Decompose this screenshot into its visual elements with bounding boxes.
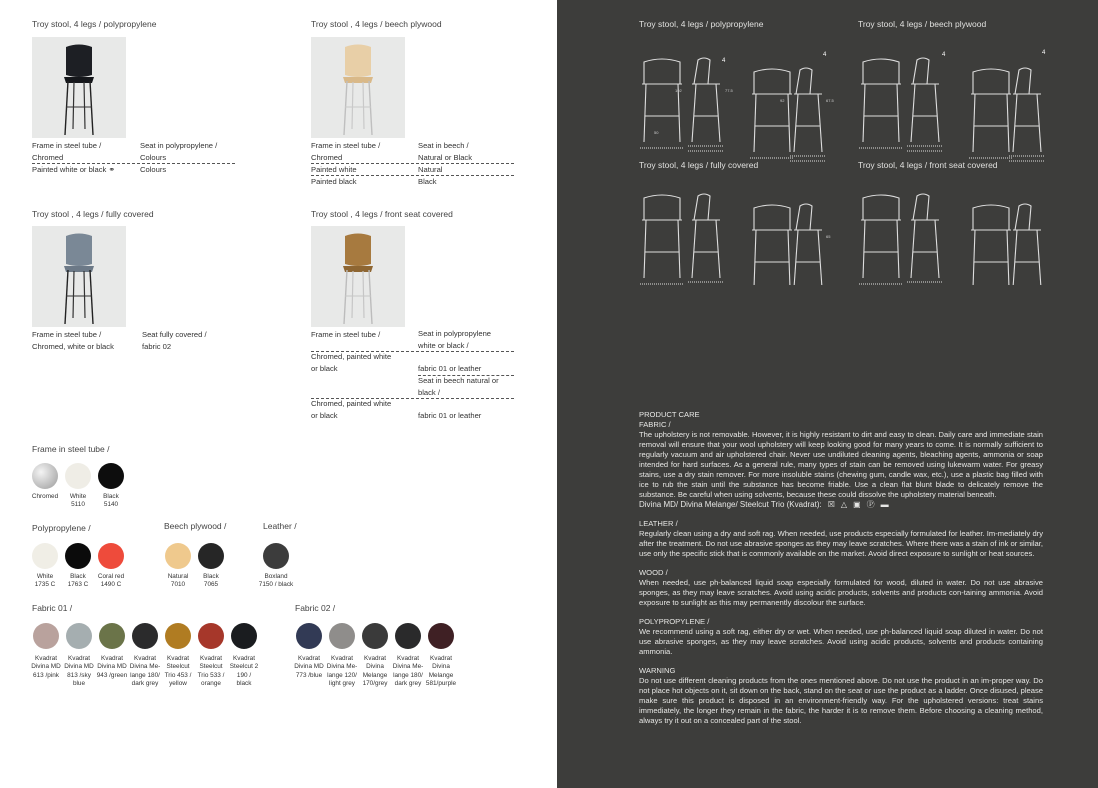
dim-width: 50 — [654, 130, 659, 135]
stool-photo-fully-covered — [32, 226, 126, 327]
stack-count-a: 4 — [722, 58, 726, 64]
product-title-front-seat-covered: Troy stool , 4 legs / front seat covered — [311, 209, 453, 219]
finish-title-frame: Frame in steel tube / — [32, 444, 110, 454]
swatch-label-fabric01-1: Kvadrat Divina MD 813 /sky blue — [64, 655, 94, 687]
finish-title-fabric01: Fabric 01 / — [32, 603, 73, 613]
product-care-text — [639, 410, 1043, 726]
swatch-label-frame-1: White 5110 — [69, 493, 87, 509]
stack-count-b: 4 — [823, 52, 827, 58]
no-wash-icon: ☒ — [827, 500, 835, 509]
stool-photo-beech — [311, 37, 405, 138]
stool-photo-polypropylene — [32, 37, 126, 138]
drawing-title-polypropylene: Troy stool, 4 legs / polypropylene — [639, 19, 764, 29]
care-leather-title: LEATHER / — [639, 519, 678, 528]
swatch-fabric01-6 — [231, 623, 257, 649]
swatch-label-fabric02-0: Kvadrat Divina MD 773 /blue — [294, 655, 324, 679]
swatch-fabric02-3 — [395, 623, 421, 649]
swatch-fabric01-2 — [99, 623, 125, 649]
iron-icon: ▬ — [880, 500, 889, 509]
care-warning-text: Do not use different cleaning products from the ones mentioned above. Do not use the product in an im-proper way. Do not place hot objects on it, sit down on the back, stand on the seat or use the product as a ladder. Once disused, please make sure this product is disposed in an environment-friendly way. For the upholstered versions: treat stains immediately, the longer they remain in the fabric, the harder it is to remove them. Before choosing a cleaning method, always try it out on a concealed part of the stool. — [639, 676, 1043, 725]
dim-seat: 65 — [826, 234, 831, 239]
swatch-label-beech-1: Black 7065 — [203, 573, 219, 589]
swatch-fabric01-3 — [132, 623, 158, 649]
care-leather-text: Regularly clean using a dry and soft rag. When needed, use products especially formulated for leather. Im-mediately dry after the treatment. Do not use abrasive sponges as they may leave scratches. Where there was a stain of ink or similar, use only the specific stick that is commonly available on the market. Avoid direct exposure to sunlight or heat sources. — [639, 529, 1043, 558]
drawing-title-fully-covered: Troy stool, 4 legs / fully covered — [639, 160, 759, 170]
swatch-label-polypropylene-1: Black 1763 C — [67, 573, 89, 589]
swatch-frame-2 — [98, 463, 124, 489]
swatch-label-fabric02-3: Kvadrat Divina Me- lange 180/ dark grey — [392, 655, 424, 687]
swatch-beech-0 — [165, 543, 191, 569]
swatch-label-beech-0: Natural 7010 — [167, 573, 189, 589]
spec-frame-value-2: Painted white or black — [32, 165, 107, 174]
chair-symbol-icon: ⚭ — [108, 165, 116, 174]
dim-height-b: 77.5 — [725, 88, 733, 93]
finish-title-beech: Beech plywood / — [164, 521, 227, 531]
swatch-beech-1 — [198, 543, 224, 569]
no-bleach-icon: △ — [840, 500, 848, 509]
swatch-label-fabric01-5: Kvadrat Steelcut Trio 533 / orange — [197, 655, 225, 687]
dry-clean-icon: Ⓟ — [866, 500, 875, 509]
swatch-frame-1 — [65, 463, 91, 489]
technical-drawings — [630, 40, 1060, 285]
drawing-title-front-seat-covered: Troy stool, 4 legs / front seat covered — [858, 160, 998, 170]
swatch-fabric02-1 — [329, 623, 355, 649]
swatch-label-leather-0: Boxland 7150 / black — [258, 573, 294, 589]
swatch-label-fabric01-3: Kvadrat Divina Me- lange 180/ dark grey — [129, 655, 161, 687]
swatch-label-polypropylene-2: Coral red 1490 C — [97, 573, 125, 589]
product-title-fully-covered: Troy stool , 4 legs / fully covered — [32, 209, 154, 219]
swatch-fabric02-4 — [428, 623, 454, 649]
swatch-label-fabric02-1: Kvadrat Divina Me- lange 120/ light grey — [326, 655, 358, 687]
swatch-polypropylene-1 — [65, 543, 91, 569]
spec-seat-value: Colours — [140, 153, 167, 162]
swatch-label-frame-2: Black 5140 — [103, 493, 119, 509]
swatch-label-fabric01-2: Kvadrat Divina MD 943 /green — [96, 655, 128, 679]
product-title-polypropylene: Troy stool, 4 legs / polypropylene — [32, 19, 157, 29]
care-fabric-extra: Divina MD/ Divina Melange/ Steelcut Trio (Kvadrat): — [639, 500, 822, 509]
swatch-fabric01-0 — [33, 623, 59, 649]
care-polypropylene-text: We recommend using a soft rag, either dry or wet. When needed, use ph-balanced liquid soap diluted in water. Do not use abrasive sponges, as they may leave scratches. Avoid using acidic products, solvents and products containing ammonia. — [639, 627, 1043, 656]
care-heading: PRODUCT CARE — [639, 410, 700, 419]
spec-front-seat-covered: Frame in steel tube / Seat in polypropylene white or black / Chromed, painted white or black fabric 01 or leather Seat in beech natural or black / Chromed, painted white or black fabric 01 or leather — [311, 329, 514, 425]
stack-count-d: 4 — [1042, 50, 1046, 56]
care-polypropylene-title: POLYPROPYLENE / — [639, 617, 710, 626]
dim-height-a: 102 — [675, 88, 682, 93]
swatch-fabric02-2 — [362, 623, 388, 649]
product-title-beech: Troy stool , 4 legs / beech plywood — [311, 19, 442, 29]
swatch-label-fabric01-4: Kvadrat Steelcut Trio 453 / yellow — [164, 655, 192, 687]
no-tumble-dry-icon: ▣ — [853, 500, 861, 509]
care-wood-text: When needed, use ph-balanced liquid soap especially formulated for wood, diluted in water. Do not use abrasive sponges, as they may leave scratches. Avoid using acidic products, solvents and products con-taining ammonia. Avoid exposure to sunlight as this may permanently discolour the surface. — [639, 578, 1043, 607]
care-fabric-text: The upholstery is not removable. However, it is highly resistant to dirt and easy to clean. Daily care and immediate stain removal will ensure that your wool upholstery will keep looking good for many years to come. It is normally sufficient to regularly vacuum and air upholstered chair. Never use undiluted cleaning agents, bleaching agents, ammonia or soap intended for hard surfaces. As a general rule, many types of stain can be removed using lukewarm water. For greasy stains, use a dry stain remover. For more insoluble stains (chewing gum, candle wax, etc.), use a plastic bag filled with ice to rub the stain until the substance has become friable. Use a clean flat blunt blade to delicately remove the substance. Be careful when using solvents, because these could dissolve the upholstery material beneath. — [639, 430, 1043, 499]
product-finishes-page: Troy stool, 4 legs / polypropylene Frame in steel tube / Chromed Seat in polypropylene / Colours Painted white or black ⚭ Colours Troy stool , 4 legs / beech plywood Frame in steel tube / Chromed Seat in beech / Natural or Black Painted white Natural Painted black Black Troy stool , 4 legs / fully covered Frame in steel tube / Chromed, white or black Seat fully covered / fabric 02 Troy stool , 4 legs / front seat covered Frame in steel tube / Seat in polypropylene white or black / Chromed, painted white or black fabric 01 or leather Seat in beech natural or black / Chromed, painted white or black fabric 01 or leather Frame in steel tube / Chromed White 5110 Black 5140 Polypropylene / White 1735 C Black 1763 C Coral red 1490 C Beech plywood / Natural 7010 Black 7065 Leather / Boxland 7150 / black Fabric 01 / Kvadrat Divina MD 613 /pink Kvadrat Divina MD 813 /sky blue Kvadrat Divina MD 943 /green Kvadrat Divina Me- lange 180/ dark grey Kvadrat Steelcut Trio 453 / yellow Kvadrat Steelcut Trio 533 / orange Kvadrat Steelcut 2 190 / black Fabric 02 / Kvadrat Divina MD 773 /blue Kvadrat Divina Me- lange 120/ light grey Kvadrat Divina Melange 170/grey Kvadrat Divina Me- lange 180/ dark grey Kvadrat Divina Melange 581/purple — [0, 0, 557, 788]
swatch-polypropylene-2 — [98, 543, 124, 569]
swatch-label-frame-0: Chromed — [31, 493, 59, 500]
finish-title-fabric02: Fabric 02 / — [295, 603, 336, 613]
dim-height-d: 67.5 — [826, 98, 834, 103]
care-wood-title: WOOD / — [639, 568, 668, 577]
swatch-fabric02-0 — [296, 623, 322, 649]
swatch-label-fabric02-2: Kvadrat Divina Melange 170/grey — [362, 655, 388, 687]
stool-photo-front-seat-covered — [311, 226, 405, 327]
spec-frame-value: Chromed — [32, 153, 64, 162]
swatch-leather-0 — [263, 543, 289, 569]
care-warning-title: WARNING — [639, 666, 676, 675]
swatch-label-polypropylene-0: White 1735 C — [34, 573, 56, 589]
swatch-label-fabric01-0: Kvadrat Divina MD 613 /pink — [31, 655, 61, 679]
swatch-polypropylene-0 — [32, 543, 58, 569]
stack-count-c: 4 — [942, 52, 946, 58]
swatch-label-fabric02-4: Kvadrat Divina Melange 581/purple — [425, 655, 457, 687]
spec-frame-label: Frame in steel tube / — [32, 141, 102, 150]
swatch-fabric01-1 — [66, 623, 92, 649]
swatch-fabric01-5 — [198, 623, 224, 649]
spec-seat-label: Seat in polypropylene / — [140, 141, 218, 150]
swatch-frame-0 — [32, 463, 58, 489]
spec-seat-value-2: Colours — [140, 165, 167, 174]
finish-title-polypropylene: Polypropylene / — [32, 523, 91, 533]
care-fabric-title: FABRIC / — [639, 420, 671, 429]
dim-height-c: 92 — [780, 98, 785, 103]
finish-title-leather: Leather / — [263, 521, 297, 531]
swatch-fabric01-4 — [165, 623, 191, 649]
drawing-title-beech: Troy stool, 4 legs / beech plywood — [858, 19, 987, 29]
swatch-label-fabric01-6: Kvadrat Steelcut 2 190 / black — [229, 655, 259, 687]
